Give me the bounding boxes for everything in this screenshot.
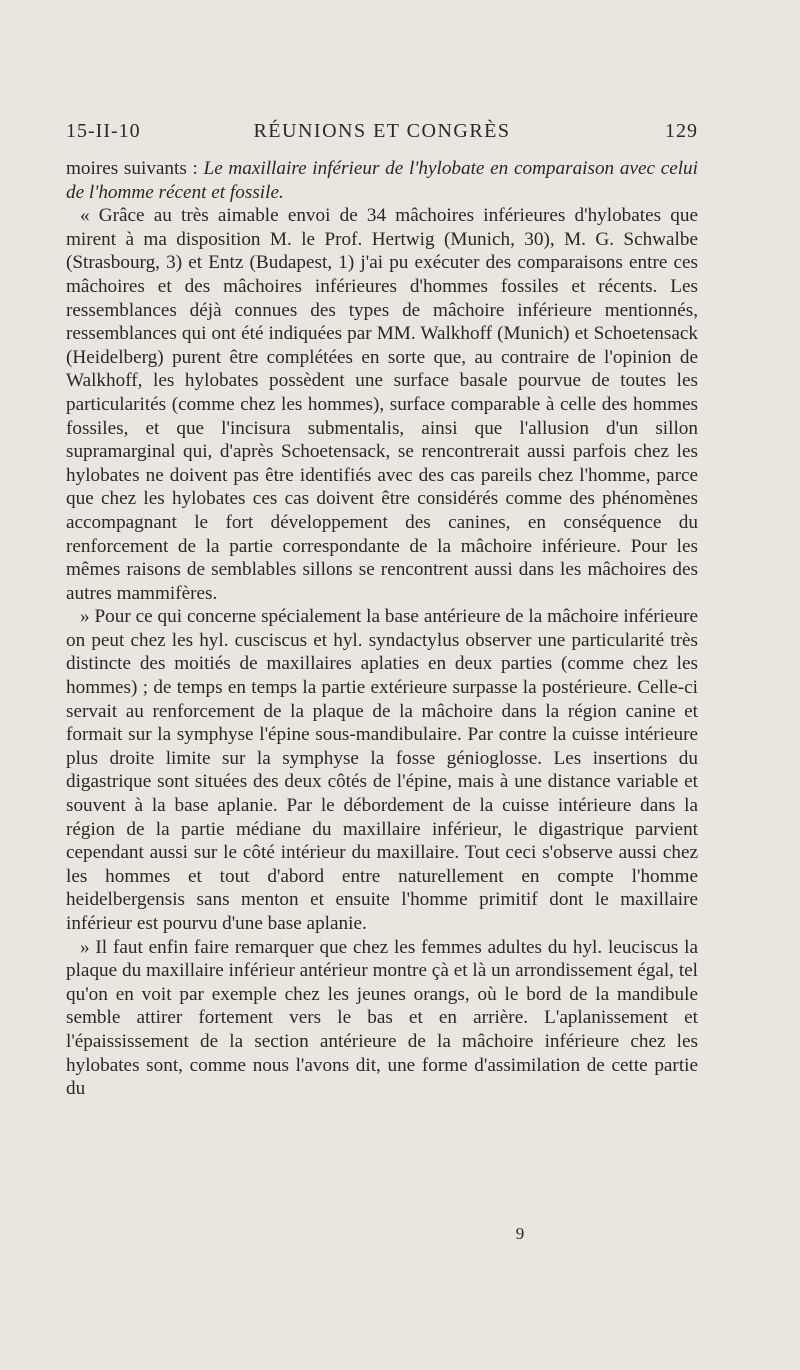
paper-title-italic: Le maxillaire inférieur de l'hylobate en comparaison avec celui de l'homme récent et fossile. bbox=[66, 158, 698, 203]
paragraph-2: « Grâce au très aimable envoi de 34 mâchoires inférieures d'hylobates que mirent à ma disposition M. le Prof. Hertwig (Munich, 30), M. G. Schwalbe (Strasbourg, 3) et Entz (Budapest, 1) j'ai pu exécuter des comparaisons entre ces mâchoires et des mâchoires inférieures d'hommes fossiles et récents. Les ressemblances déjà connues des types de mâchoire inférieure mentionnés, ressemblances qui ont été indiquées par MM. Walkhoff (Munich) et Schoetensack (Heidelberg) purent être complétées en sorte que, au contraire de l'opinion de Walkhoff, les hylobates possèdent une surface basale pourvue de toutes les particularités (comme chez les hommes), surface comparable à celle des hommes fossiles, et que l'incisura submentalis, ainsi que l'allusion d'un sillon supramarginal qui, d'après Schoetensack, se rencontrerait aussi parfois chez les hylobates ne doivent pas être identifiés avec des cas pareils chez l'homme, parce que chez les hylobates ces cas doivent être considérés comme des phénomènes accompagnant le fort développement des canines, en conséquence du renforcement de la partie correspondante de la mâchoire inférieure. Pour les mêmes raisons de semblables sillons se rencontrent aussi dans les mâchoires des autres mammifères. bbox=[66, 205, 698, 604]
header-date: 15-II-10 bbox=[66, 120, 141, 142]
paragraph-4: » Il faut enfin faire remarquer que chez les femmes adultes du hyl. leuciscus la plaque du maxillaire inférieur antérieur montre çà et là un arrondissement égal, tel qu'on en voit par exemple chez les jeunes orangs, où le bord de la mandibule semble attirer fortement vers le bas et en arrière. L'aplanissement et l'épaississement de la section antérieure de la mâchoire inférieure chez les hylobates sont, comme nous l'avons dit, une forme d'assimilation de cette partie du bbox=[66, 936, 698, 1100]
paragraph-1 bbox=[66, 157, 698, 204]
paragraph-1-lead: moires suivants : bbox=[66, 158, 204, 179]
paragraph-3: » Pour ce qui concerne spécialement la base antérieure de la mâchoire inférieure on peut chez les hyl. cusciscus et hyl. syndactylus observer une particularité très distincte des moitiés de maxillaires aplaties en deux parties (comme chez les hommes) ; de temps en temps la partie extérieure surpasse la postérieure. Celle-ci servait au renforcement de la plaque de la mâchoire dans la région canine et formait sur la symphyse l'épine sous-mandibulaire. Par contre la cuisse intérieure plus droite limite sur la symphyse la fosse génioglosse. Les insertions du digastrique sont situées des deux côtés de l'épine, mais à une distance variable et souvent à la base aplanie. Par le débordement de la cuisse intérieure dans la région de la partie médiane du maxillaire inférieur, le digastrique parvient cependant aussi sur le côté intérieur du maxillaire. Tout ceci s'observe aussi chez les hommes et tout d'abord entre naturellement en compte l'homme heidelbergensis sans menton et ensuite l'homme primitif dont le maxillaire inférieur est pourvu d'une base aplanie. bbox=[66, 606, 698, 934]
running-header bbox=[66, 120, 698, 150]
body-text bbox=[66, 157, 698, 1101]
page-number: 129 bbox=[665, 120, 698, 142]
header-title: RÉUNIONS ET CONGRÈS bbox=[253, 120, 511, 142]
signature-mark: 9 bbox=[515, 1224, 525, 1243]
